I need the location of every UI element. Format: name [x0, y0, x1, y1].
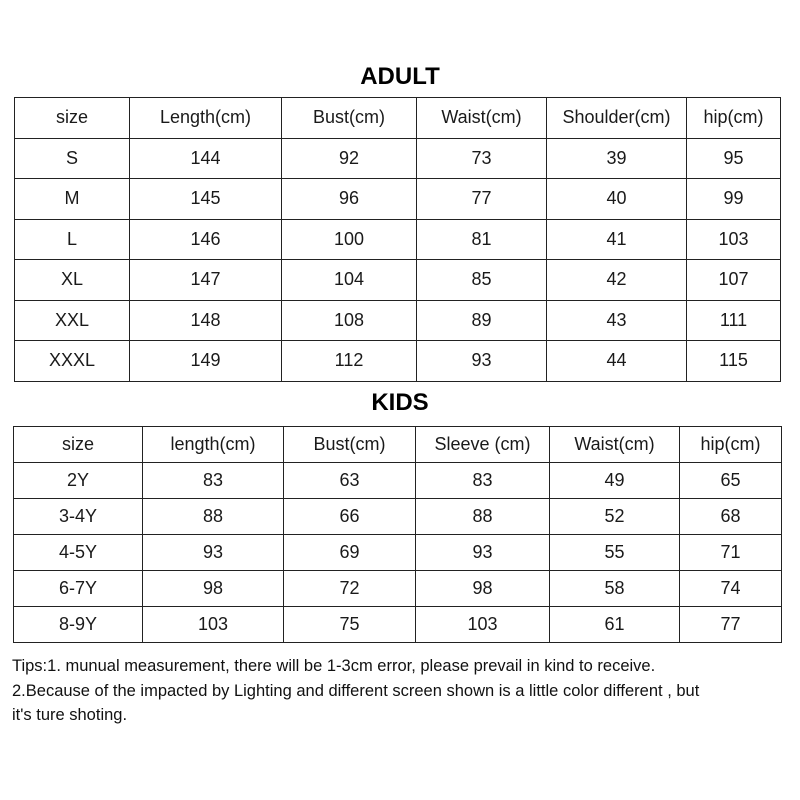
- kids-table-cell: 3-4Y: [14, 499, 143, 535]
- adult-table-cell: 145: [130, 179, 282, 220]
- adult-table-cell: 111: [687, 300, 781, 341]
- adult-table-row: [15, 179, 781, 220]
- adult-table-cell: L: [15, 219, 130, 260]
- adult-table-cell: XXXL: [15, 341, 130, 382]
- kids-table-row: [14, 571, 782, 607]
- adult-table-cell: XXL: [15, 300, 130, 341]
- adult-column-header: Length(cm): [130, 98, 282, 139]
- kids-table-cell: 88: [416, 499, 550, 535]
- kids-table-cell: 58: [550, 571, 680, 607]
- adult-column-header: Waist(cm): [417, 98, 547, 139]
- kids-table-cell: 49: [550, 463, 680, 499]
- kids-column-header: length(cm): [143, 427, 284, 463]
- kids-table-cell: 71: [680, 535, 782, 571]
- kids-table-row: [14, 535, 782, 571]
- adult-table-cell: 39: [547, 138, 687, 179]
- kids-table-cell: 55: [550, 535, 680, 571]
- adult-table-cell: 100: [282, 219, 417, 260]
- adult-table-body: [15, 98, 781, 382]
- kids-table-cell: 2Y: [14, 463, 143, 499]
- adult-table-row: [15, 300, 781, 341]
- kids-column-header: hip(cm): [680, 427, 782, 463]
- kids-table-cell: 93: [416, 535, 550, 571]
- kids-table-cell: 83: [143, 463, 284, 499]
- kids-table-cell: 4-5Y: [14, 535, 143, 571]
- kids-column-header: Sleeve (cm): [416, 427, 550, 463]
- kids-table-cell: 65: [680, 463, 782, 499]
- tip-line-1: Tips:1. munual measurement, there will be 1-3cm error, please prevail in kind to receive.: [12, 657, 656, 675]
- adult-table-cell: XL: [15, 260, 130, 301]
- adult-table-cell: 92: [282, 138, 417, 179]
- adult-table-cell: 115: [687, 341, 781, 382]
- adult-table-cell: 144: [130, 138, 282, 179]
- kids-table-cell: 83: [416, 463, 550, 499]
- kids-table-row: [14, 499, 782, 535]
- kids-table-cell: 6-7Y: [14, 571, 143, 607]
- kids-table-cell: 103: [416, 607, 550, 643]
- kids-table-row: [14, 607, 782, 643]
- kids-table-cell: 52: [550, 499, 680, 535]
- adult-table-cell: 103: [687, 219, 781, 260]
- adult-column-header: hip(cm): [687, 98, 781, 139]
- kids-column-header: Waist(cm): [550, 427, 680, 463]
- adult-table-row: [15, 219, 781, 260]
- adult-column-header: Bust(cm): [282, 98, 417, 139]
- adult-table-cell: 104: [282, 260, 417, 301]
- kids-column-header: Bust(cm): [284, 427, 416, 463]
- adult-table-title: ADULT: [360, 63, 440, 90]
- adult-table-row: [15, 341, 781, 382]
- kids-table-cell: 98: [416, 571, 550, 607]
- kids-table-cell: 77: [680, 607, 782, 643]
- adult-table-cell: M: [15, 179, 130, 220]
- adult-table-cell: 99: [687, 179, 781, 220]
- adult-table-cell: 95: [687, 138, 781, 179]
- kids-table-cell: 61: [550, 607, 680, 643]
- adult-table-cell: S: [15, 138, 130, 179]
- adult-table-cell: 148: [130, 300, 282, 341]
- kids-size-table: [13, 426, 782, 643]
- adult-table-row: [15, 260, 781, 301]
- adult-table-cell: 89: [417, 300, 547, 341]
- adult-table-cell: 149: [130, 341, 282, 382]
- kids-table-cell: 63: [284, 463, 416, 499]
- kids-column-header: size: [14, 427, 143, 463]
- adult-table-cell: 96: [282, 179, 417, 220]
- adult-column-header: size: [15, 98, 130, 139]
- tip-line-2: 2.Because of the impacted by Lighting and different screen shown is a little color different , but: [12, 682, 700, 700]
- kids-table-row: [14, 463, 782, 499]
- adult-table-cell: 81: [417, 219, 547, 260]
- adult-table-cell: 147: [130, 260, 282, 301]
- adult-table-cell: 42: [547, 260, 687, 301]
- adult-table-row: [15, 138, 781, 179]
- kids-table-cell: 93: [143, 535, 284, 571]
- kids-table-cell: 74: [680, 571, 782, 607]
- adult-table-cell: 108: [282, 300, 417, 341]
- kids-header-row: [14, 427, 782, 463]
- kids-table-cell: 103: [143, 607, 284, 643]
- kids-table-body: [14, 427, 782, 643]
- adult-header-row: [15, 98, 781, 139]
- adult-table-cell: 44: [547, 341, 687, 382]
- adult-table-cell: 146: [130, 219, 282, 260]
- adult-table-cell: 93: [417, 341, 547, 382]
- kids-table-cell: 88: [143, 499, 284, 535]
- tip-line-3: it's ture shoting.: [12, 706, 128, 724]
- adult-table-cell: 43: [547, 300, 687, 341]
- kids-table-cell: 69: [284, 535, 416, 571]
- adult-table-cell: 112: [282, 341, 417, 382]
- kids-table-cell: 75: [284, 607, 416, 643]
- kids-table-cell: 8-9Y: [14, 607, 143, 643]
- adult-table-cell: 41: [547, 219, 687, 260]
- adult-table-cell: 85: [417, 260, 547, 301]
- adult-table-cell: 73: [417, 138, 547, 179]
- adult-column-header: Shoulder(cm): [547, 98, 687, 139]
- kids-table-cell: 72: [284, 571, 416, 607]
- adult-table-cell: 40: [547, 179, 687, 220]
- kids-table-cell: 98: [143, 571, 284, 607]
- kids-table-cell: 68: [680, 499, 782, 535]
- adult-table-cell: 107: [687, 260, 781, 301]
- kids-table-title: KIDS: [371, 389, 429, 416]
- kids-table-cell: 66: [284, 499, 416, 535]
- adult-size-table: [14, 97, 781, 382]
- adult-table-cell: 77: [417, 179, 547, 220]
